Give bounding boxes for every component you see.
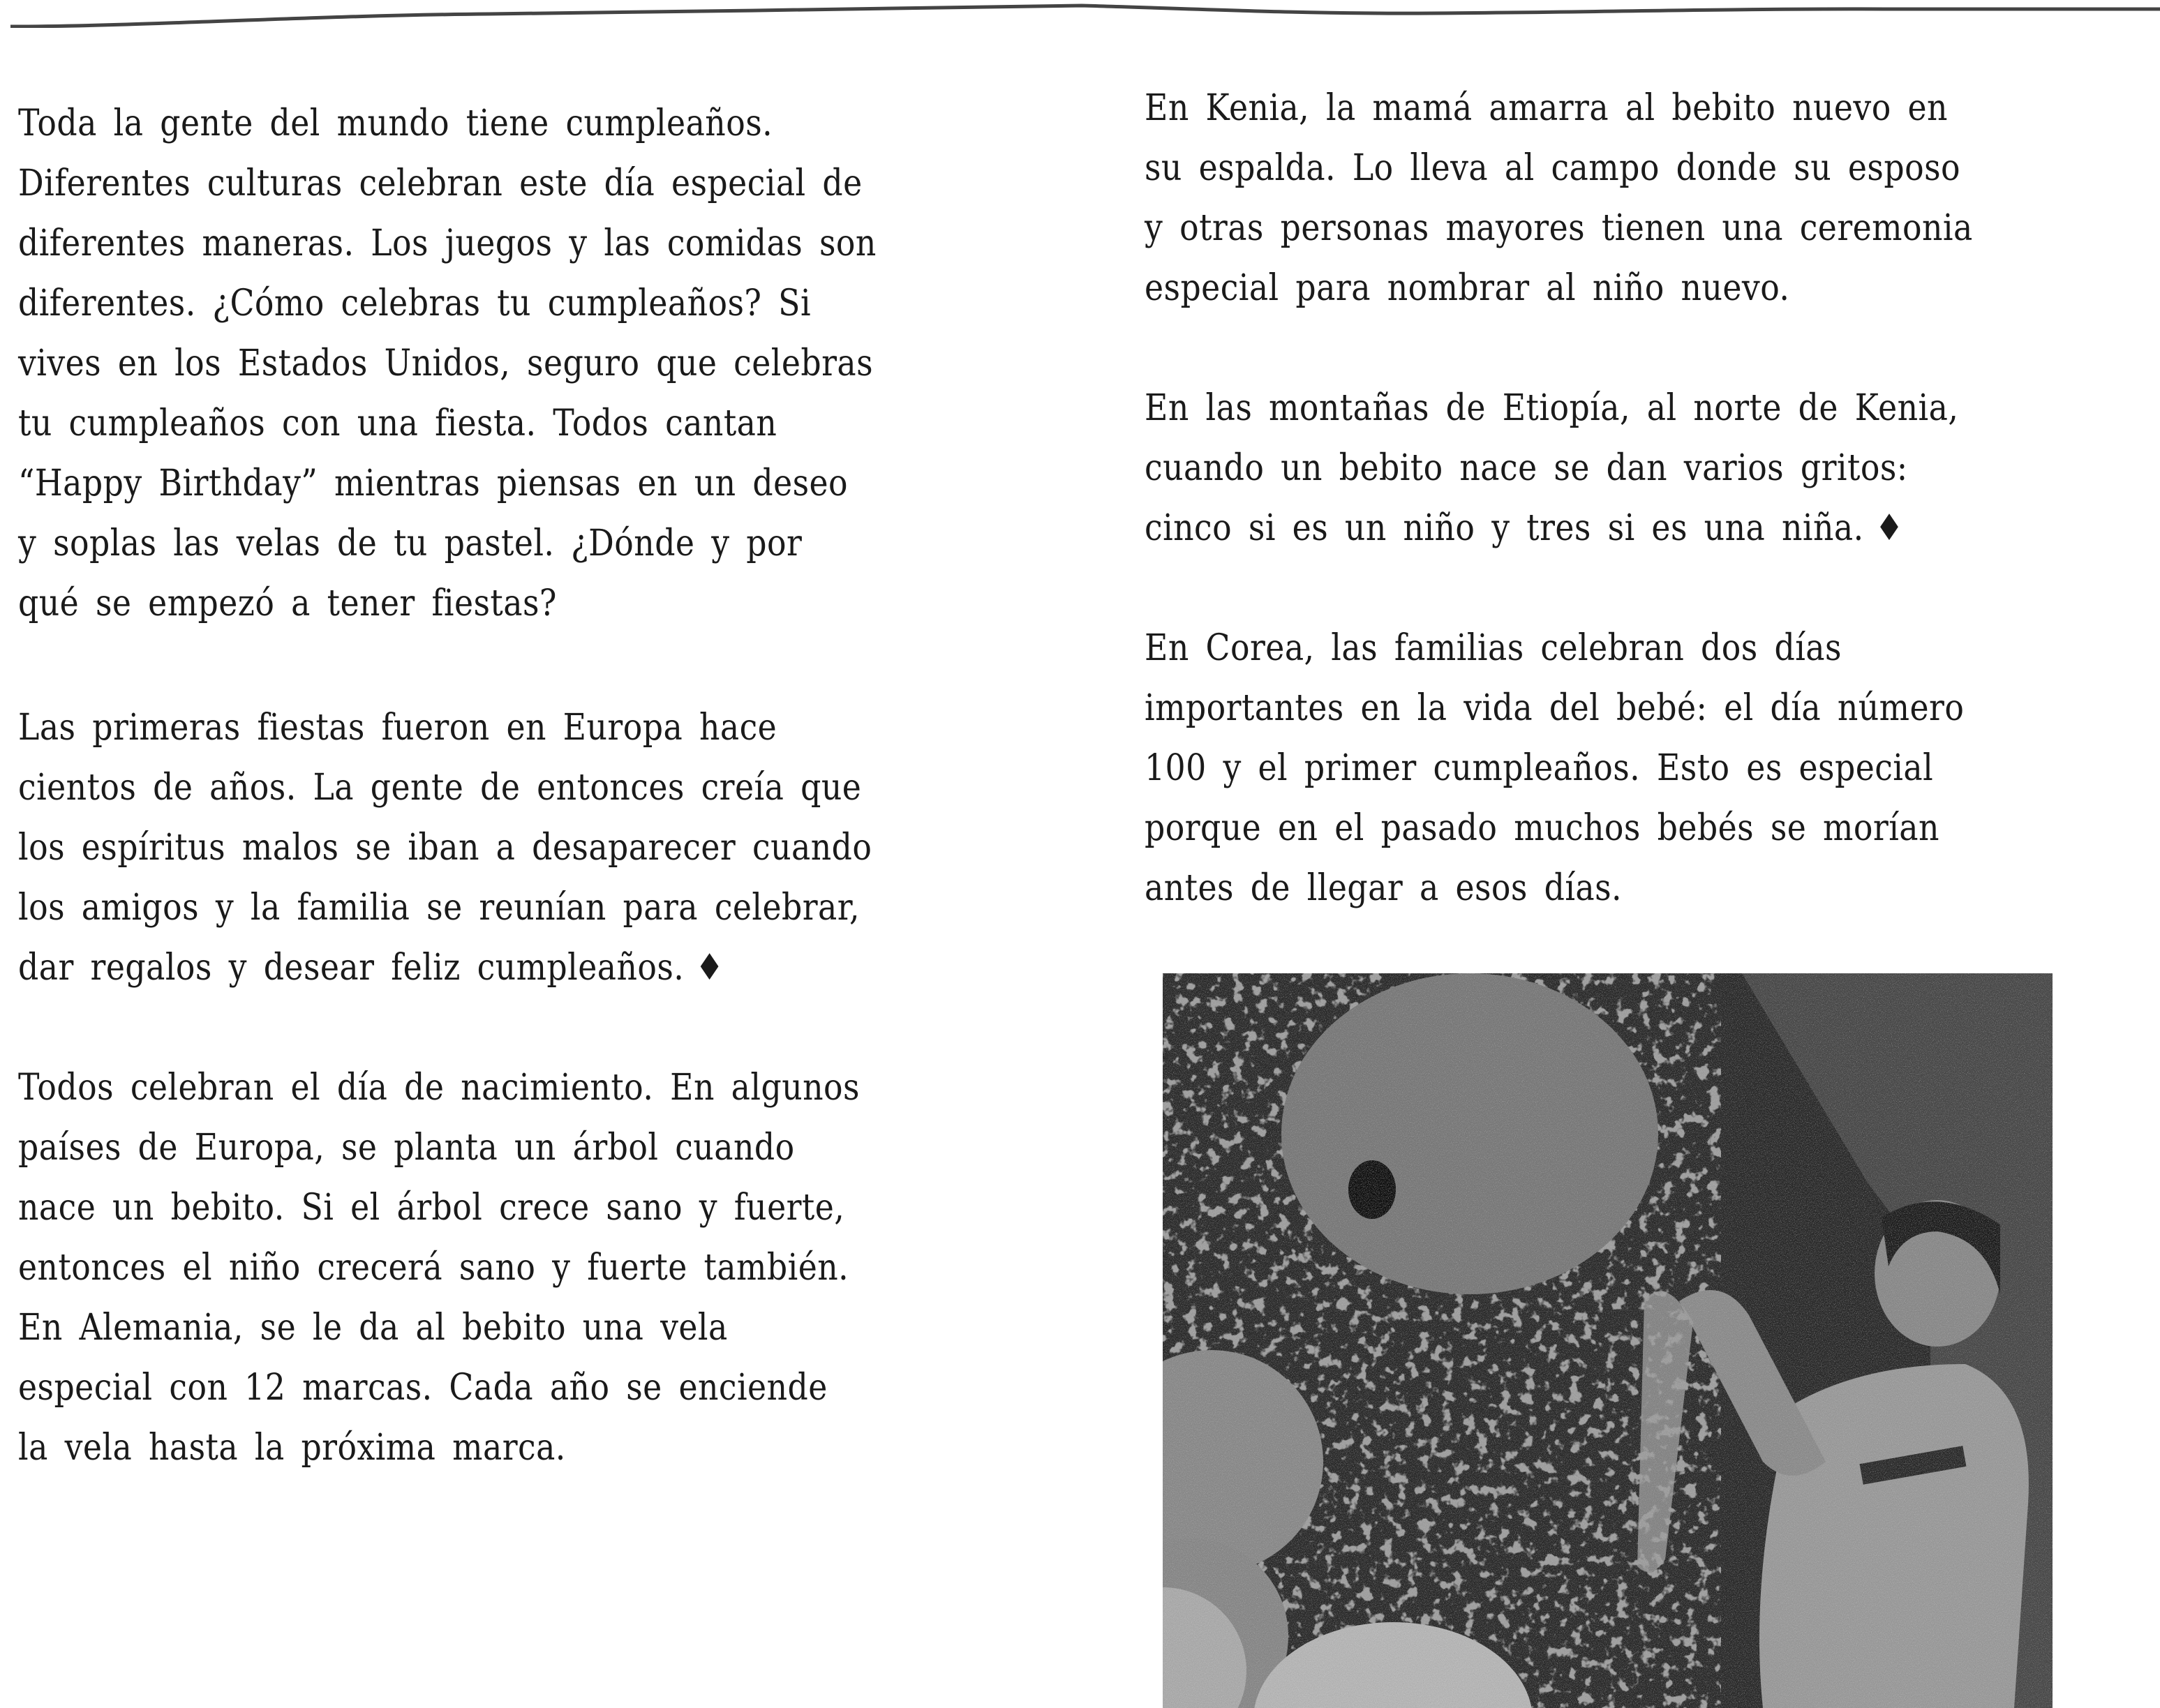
text-line: qué se empezó a tener fiestas?	[18, 583, 557, 624]
text-fragment: dar regalos y desear feliz cumpleaños.	[18, 947, 685, 989]
paragraph-first-parties	[18, 698, 1062, 998]
text-line: 100 y el primer cumpleaños. Esto es especial	[1145, 747, 1934, 789]
paragraph-kenya	[1145, 78, 2152, 318]
diamond-end-mark-icon: ♦	[695, 947, 724, 989]
text-line: porque en el pasado muchos bebés se morían	[1145, 807, 1939, 849]
pinata-eye	[1348, 1160, 1396, 1219]
text-line	[1145, 498, 2152, 558]
paragraph-ethiopia	[1145, 378, 2152, 558]
text-line: Diferentes culturas celebran este día especial de	[18, 163, 863, 204]
text-line: especial con 12 marcas. Cada año se enciende	[18, 1367, 828, 1409]
text-line: En las montañas de Etiopía, al norte de Kenia,	[1145, 387, 1959, 429]
text-line: Toda la gente del mundo tiene cumpleaños.	[18, 103, 773, 144]
text-fragment: cinco si es un niño y tres si es una niña.	[1145, 507, 1864, 549]
text-line: entonces el niño crecerá sano y fuerte también.	[18, 1247, 849, 1289]
text-line: cuando un bebito nace se dan varios gritos:	[1145, 447, 1908, 489]
text-line: cientos de años. La gente de entonces creía que	[18, 767, 862, 809]
text-line: “Happy Birthday” mientras piensas en un deseo	[18, 463, 849, 504]
text-line: y soplas las velas de tu pastel. ¿Dónde y por	[18, 523, 803, 564]
paragraph-birth-day	[18, 1058, 1062, 1478]
paragraph-gap	[1145, 558, 2152, 618]
text-line: En Alemania, se le da al bebito una vela	[18, 1307, 728, 1349]
paragraph-birthdays-intro	[18, 93, 1062, 634]
paragraph-gap	[1145, 318, 2152, 378]
paragraph-korea	[1145, 618, 2152, 918]
paragraph-gap	[18, 998, 1062, 1058]
text-line: antes de llegar a esos días.	[1145, 867, 1623, 909]
text-line: En Corea, las familias celebran dos días	[1145, 627, 1842, 669]
text-line: tu cumpleaños con una fiesta. Todos cantan	[18, 403, 777, 444]
diamond-end-mark-icon: ♦	[1875, 507, 1904, 549]
text-line: diferentes maneras. Los juegos y las comidas son	[18, 223, 877, 264]
text-line: los espíritus malos se iban a desaparecer cuando	[18, 827, 872, 869]
text-line: y otras personas mayores tienen una ceremonia	[1145, 207, 1973, 249]
text-line: vives en los Estados Unidos, seguro que celebras	[18, 343, 874, 384]
text-line: nace un bebito. Si el árbol crece sano y fuerte,	[18, 1187, 845, 1229]
text-line: especial para nombrar al niño nuevo.	[1145, 267, 1790, 309]
text-line: países de Europa, se planta un árbol cuando	[18, 1127, 795, 1169]
paragraph-gap	[18, 634, 1062, 698]
text-line: diferentes. ¿Cómo celebras tu cumpleaños? Si	[18, 283, 812, 324]
text-line: Todos celebran el día de nacimiento. En algunos	[18, 1067, 860, 1109]
text-line: En Kenia, la mamá amarra al bebito nuevo en	[1145, 87, 1948, 129]
text-line: la vela hasta la próxima marca.	[18, 1427, 566, 1469]
top-rule-line	[0, 0, 2160, 28]
text-line: importantes en la vida del bebé: el día número	[1145, 687, 1965, 729]
pinata-shape	[1281, 973, 1658, 1294]
birthday-photo	[1163, 973, 2053, 1708]
right-column	[1145, 78, 2152, 918]
left-column	[18, 93, 1062, 1478]
text-line: los amigos y la familia se reunían para celebrar,	[18, 887, 861, 929]
text-line	[18, 938, 1062, 998]
text-line: Las primeras fiestas fueron en Europa hace	[18, 707, 777, 749]
text-line: su espalda. Lo lleva al campo donde su esposo	[1145, 147, 1960, 189]
photo-illustration	[1163, 973, 2053, 1708]
